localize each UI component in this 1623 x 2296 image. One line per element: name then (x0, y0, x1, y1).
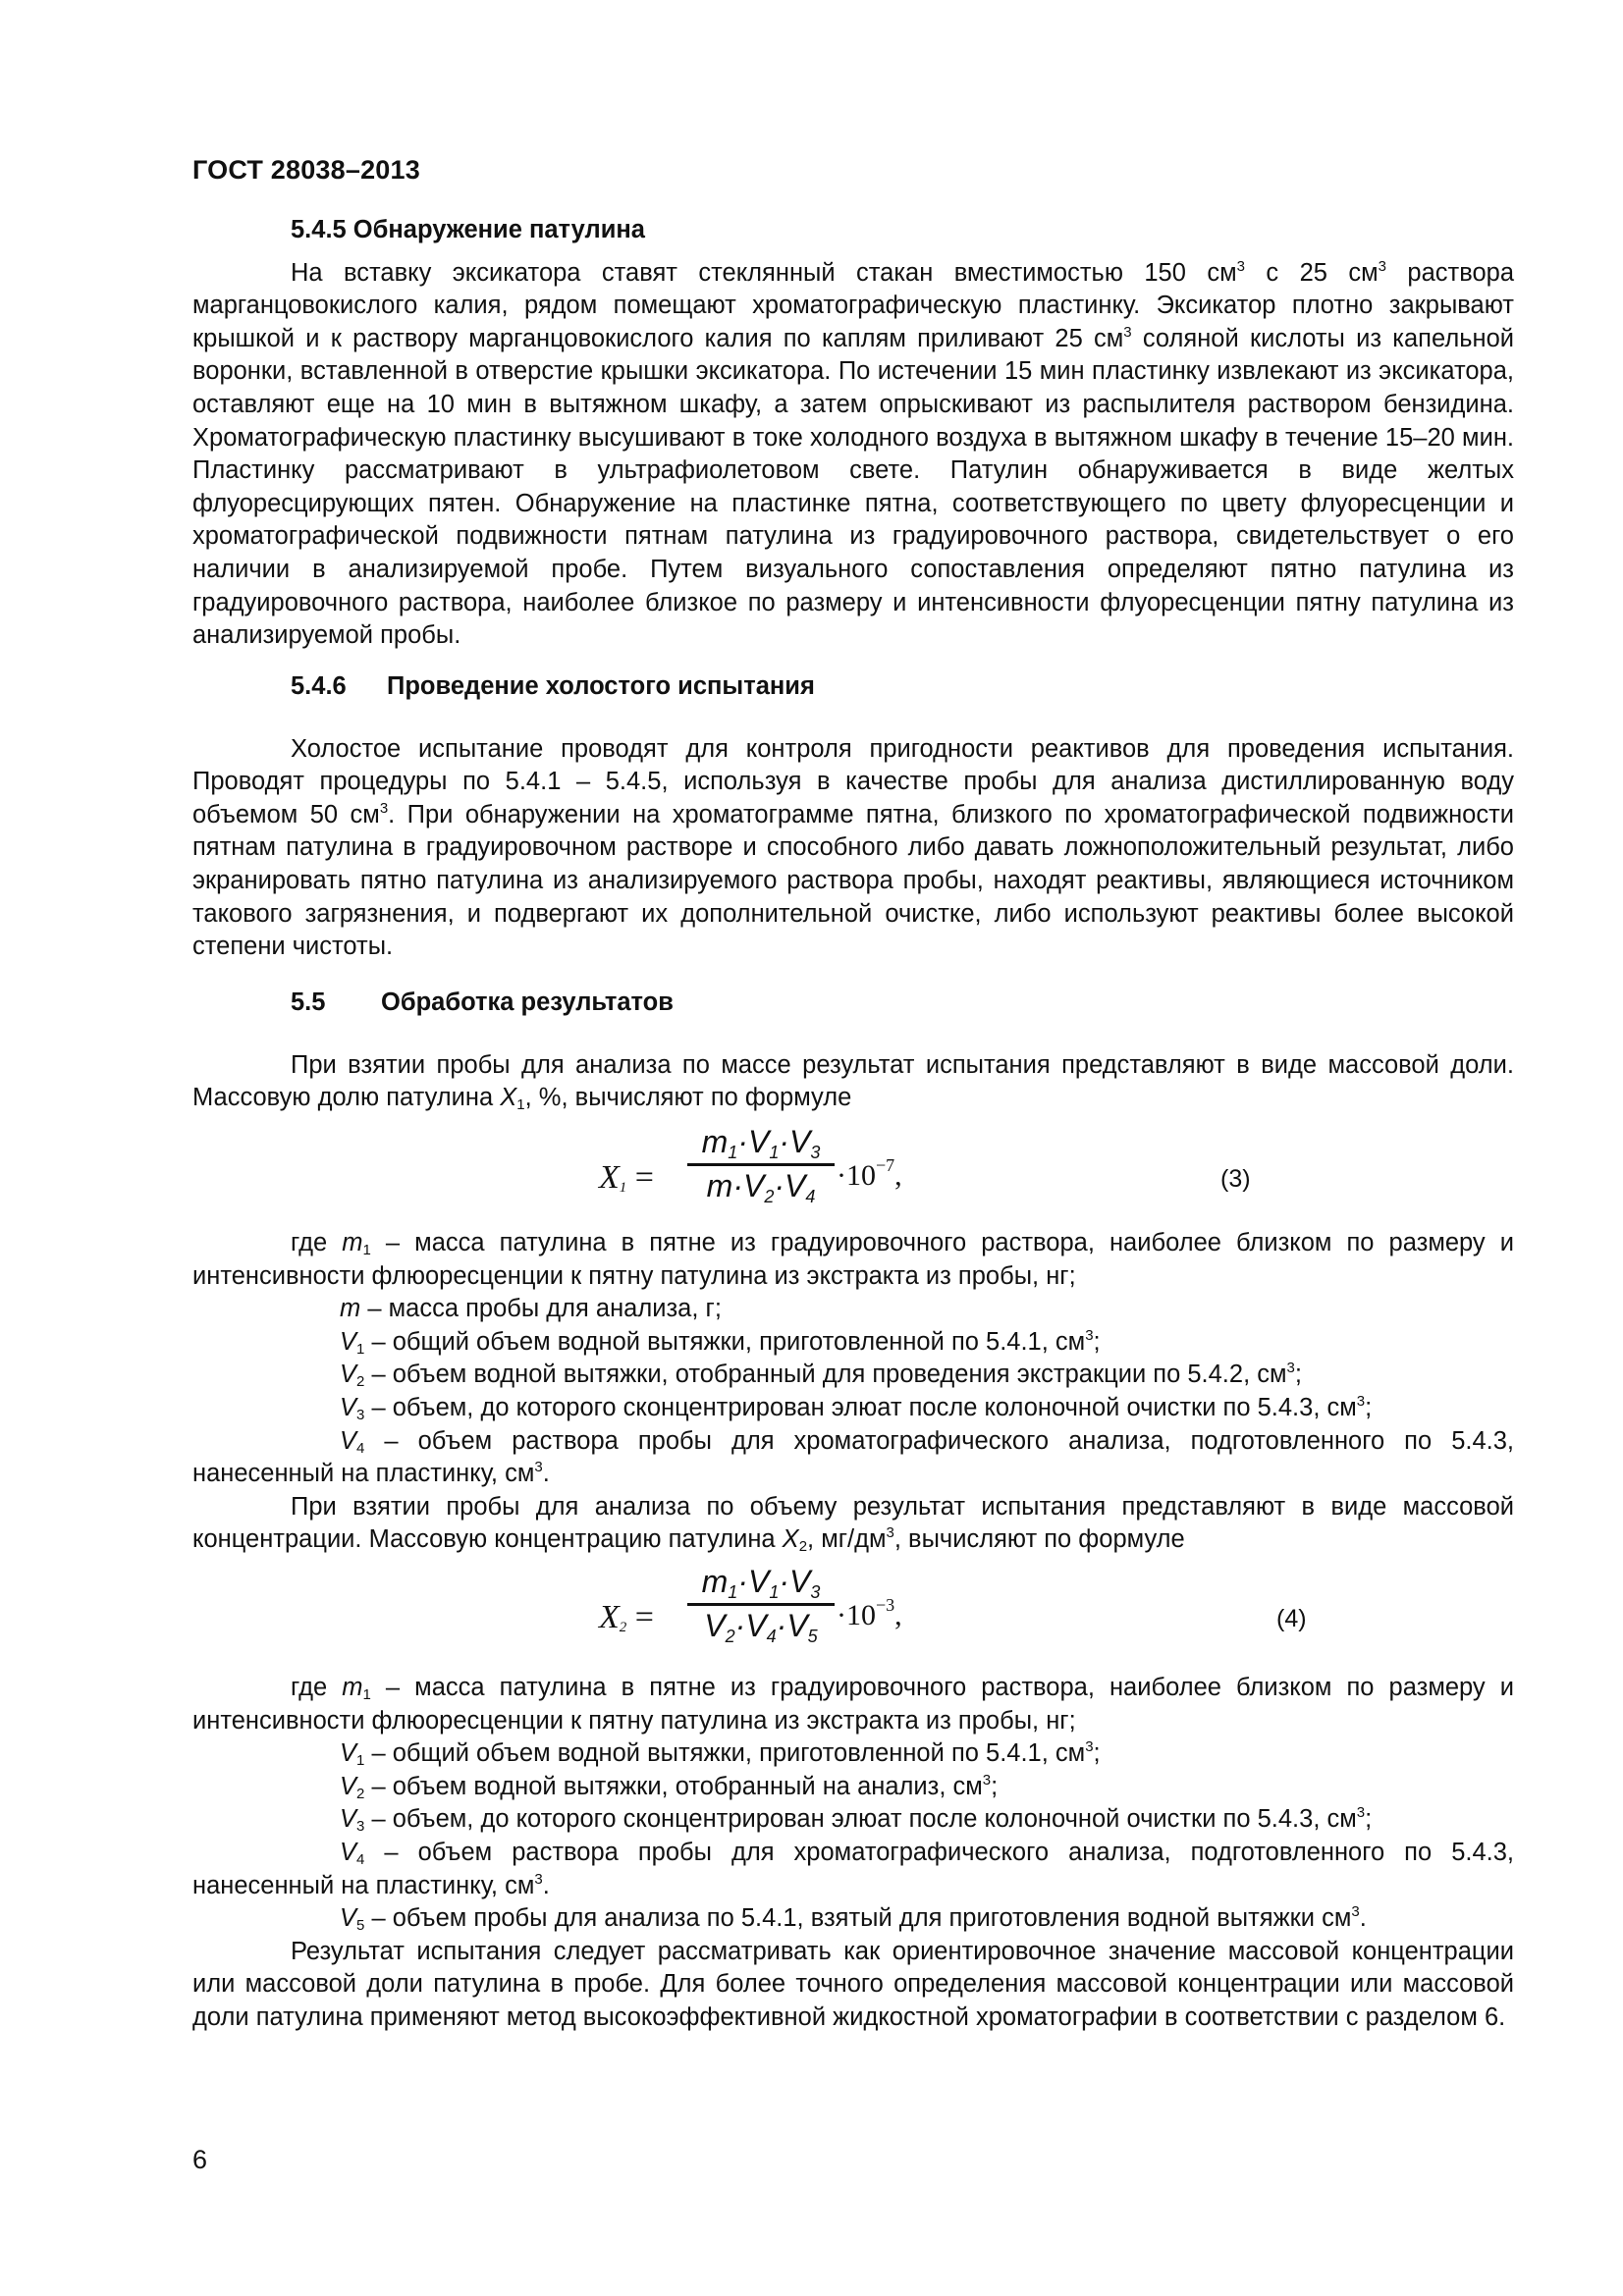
definition-m1-2: где $m_1$ – масса патулина в пятне из градуировочного раствора, наиболее близком по размеру и интенсивности флюоресценции к пятну патулина из экстракта из пробы, нг; (192, 1674, 1514, 1735)
formula-4-number: (4) (1276, 1605, 1307, 1632)
formula-3-definitions (192, 1227, 1514, 1557)
definition-v2: $V_2$ – объем водной вытяжки, отобранный для проведения экстракции по 5.4.2, $см^3$; (340, 1360, 1302, 1391)
definition-v3: $V_3$ – объем, до которого сконцентрирован элюат после колоночной очистки по 5.4.3, $см^3$; (340, 1392, 1373, 1423)
section-5-4-6 (192, 670, 1514, 964)
formula-4-multiplier: $\cdot 10^{-3}$, (837, 1595, 902, 1631)
paragraph-conclusion: Результат испытания следует рассматривать как ориентировочное значение массовой концентрации или массовой доли патулина в пробе. Для более точного определения массовой концентрации или массовой доли патулина применяют метод высокоэффективной жидкостной хроматографии в соответствии с разделом 6. (192, 1937, 1514, 2031)
formula-3-fraction (687, 1124, 835, 1204)
paragraph-mass-fraction-intro: При взятии пробы для анализа по массе результат испытания представляют в виде массовой доли. Массовую долю патулина $X_1$, %, вычисляют по формуле (192, 1050, 1514, 1114)
document-id-header: ГОСТ 28038–2013 (192, 155, 420, 185)
definition-v1-2: $V_1$ – общий объем водной вытяжки, приготовленной по 5.4.1, $см^3$; (340, 1738, 1101, 1770)
formula-4-lhs: $X_2$ = (599, 1599, 654, 1635)
definition-v2-2: $V_2$ – объем водной вытяжки, отобранный на анализ, $см^3$; (340, 1771, 999, 1802)
definition-v4-2: $V_4$ – объем раствора пробы для хроматографического анализа, подготовленного по 5.4.3, нанесенный на пластинку, $см^3$. (192, 1838, 1514, 1899)
formula-4-numerator: $m_1\cdot V_1\cdot V_3$ (687, 1564, 835, 1606)
definition-v1: $V_1$ – общий объем водной вытяжки, приготовленной по 5.4.1, $см^3$; (340, 1326, 1101, 1358)
paragraph-patulin-detection: На вставку эксикатора ставят стеклянный стакан вместимостью 150 $см^3$ с 25 $см^3$ раствора марганцовокислого калия, рядом помещают хроматографическую пластинку. Эксикатор плотно закрывают крышкой и к раствору марганцовокислого калия по каплям приливают 25 $см^3$ соляной кислоты из капельной воронки, вставленной в отверстие крышки эксикатора. По истечении 15 мин пластинку извлекают из эксикатора, оставляют еще на 10 мин в вытяжном шкафу, а затем опрыскивают из распылителя раствором бензидина. Хроматографическую пластинку высушивают в токе холодного воздуха в вытяжном шкафу в течение 15–20 мин. Пластинку рассматривают в ультрафиолетовом свете. Патулин обнаруживается в виде желтых флуоресцирующих пятен. Обнаружение на пластинке пятна, соответствующего по цвету флуоресценции и хроматографической подвижности пятнам патулина из градуировочного раствора, свидетельствует о его наличии в анализируемой пробе. Путем визуального сопоставления определяют пятно патулина из градуировочного раствора, наиболее близкое по размеру и интенсивности флуоресценции пятну патулина из анализируемой пробы. (192, 257, 1515, 650)
formula-4-definitions (192, 1672, 1514, 2035)
section-title-5-5: 5.5 Обработка результатов (291, 988, 674, 1016)
section-title-5-4-6: 5.4.6 Проведение холостого испытания (291, 672, 815, 700)
definition-v4: $V_4$ – объем раствора пробы для хроматографического анализа, подготовленного по 5.4.3, нанесенный на пластинку, $см^3$. (192, 1426, 1514, 1488)
formula-3 (0, 1124, 1623, 1222)
paragraph-blank-test: Холостое испытание проводят для контроля пригодности реактивов для проведения испытания. Проводят процедуры по 5.4.1 – 5.4.5, используя в качестве пробы для анализа дистиллированную воду объемом 50 $см^3$. При обнаружении на хроматограмме пятна, близкого по хроматографической подвижности пятнам патулина в градуировочном растворе и способного либо давать ложноположительный результат, либо экранировать пятно патулина из анализируемого раствора пробы, находят реактивы, являющиеся источником такового загрязнения, и подвергают их дополнительной очистке, либо используют реактивы более высокой степени чистоты. (192, 734, 1515, 961)
definition-v5-2: $V_5$ – объем пробы для анализа по 5.4.1, взятый для приготовления водной вытяжки $см^3$. (340, 1903, 1367, 1935)
section-5-5 (192, 987, 1514, 1115)
section-title-5-4-5: 5.4.5 Обнаружение патулина (291, 216, 645, 243)
formula-3-number: (3) (1220, 1165, 1251, 1193)
formula-3-denominator: $m\cdot V_2\cdot V_4$ (706, 1168, 816, 1206)
formula-3-multiplier: $\cdot 10^{-7}$, (837, 1155, 902, 1192)
formula-4 (0, 1564, 1623, 1662)
definition-v3-2: $V_3$ – объем, до которого сконцентрирован элюат после колоночной очистки по 5.4.3, $см^3$; (340, 1804, 1373, 1836)
formula-3-lhs: $X_1$ = (599, 1159, 654, 1196)
paragraph-mass-concentration-intro: При взятии пробы для анализа по объему результат испытания представляют в виде массовой концентрации. Массовую концентрацию патулина $X_2$, $мг/дм^3$, вычисляют по формуле (192, 1492, 1514, 1556)
page-number: 6 (192, 2145, 208, 2174)
definition-m1: где $m_1$ – масса патулина в пятне из градуировочного раствора, наиболее близком по размеру и интенсивности флюоресценции к пятну патулина из экстракта из пробы, нг; (192, 1229, 1514, 1290)
formula-4-fraction (687, 1564, 835, 1644)
definition-m: m – масса пробы для анализа, г; (340, 1295, 722, 1323)
formula-4-denominator: $V_2\cdot V_4\cdot V_5$ (704, 1608, 818, 1646)
section-5-4-5 (192, 214, 1514, 653)
formula-3-numerator: $m_1\cdot V_1\cdot V_3$ (687, 1124, 835, 1166)
